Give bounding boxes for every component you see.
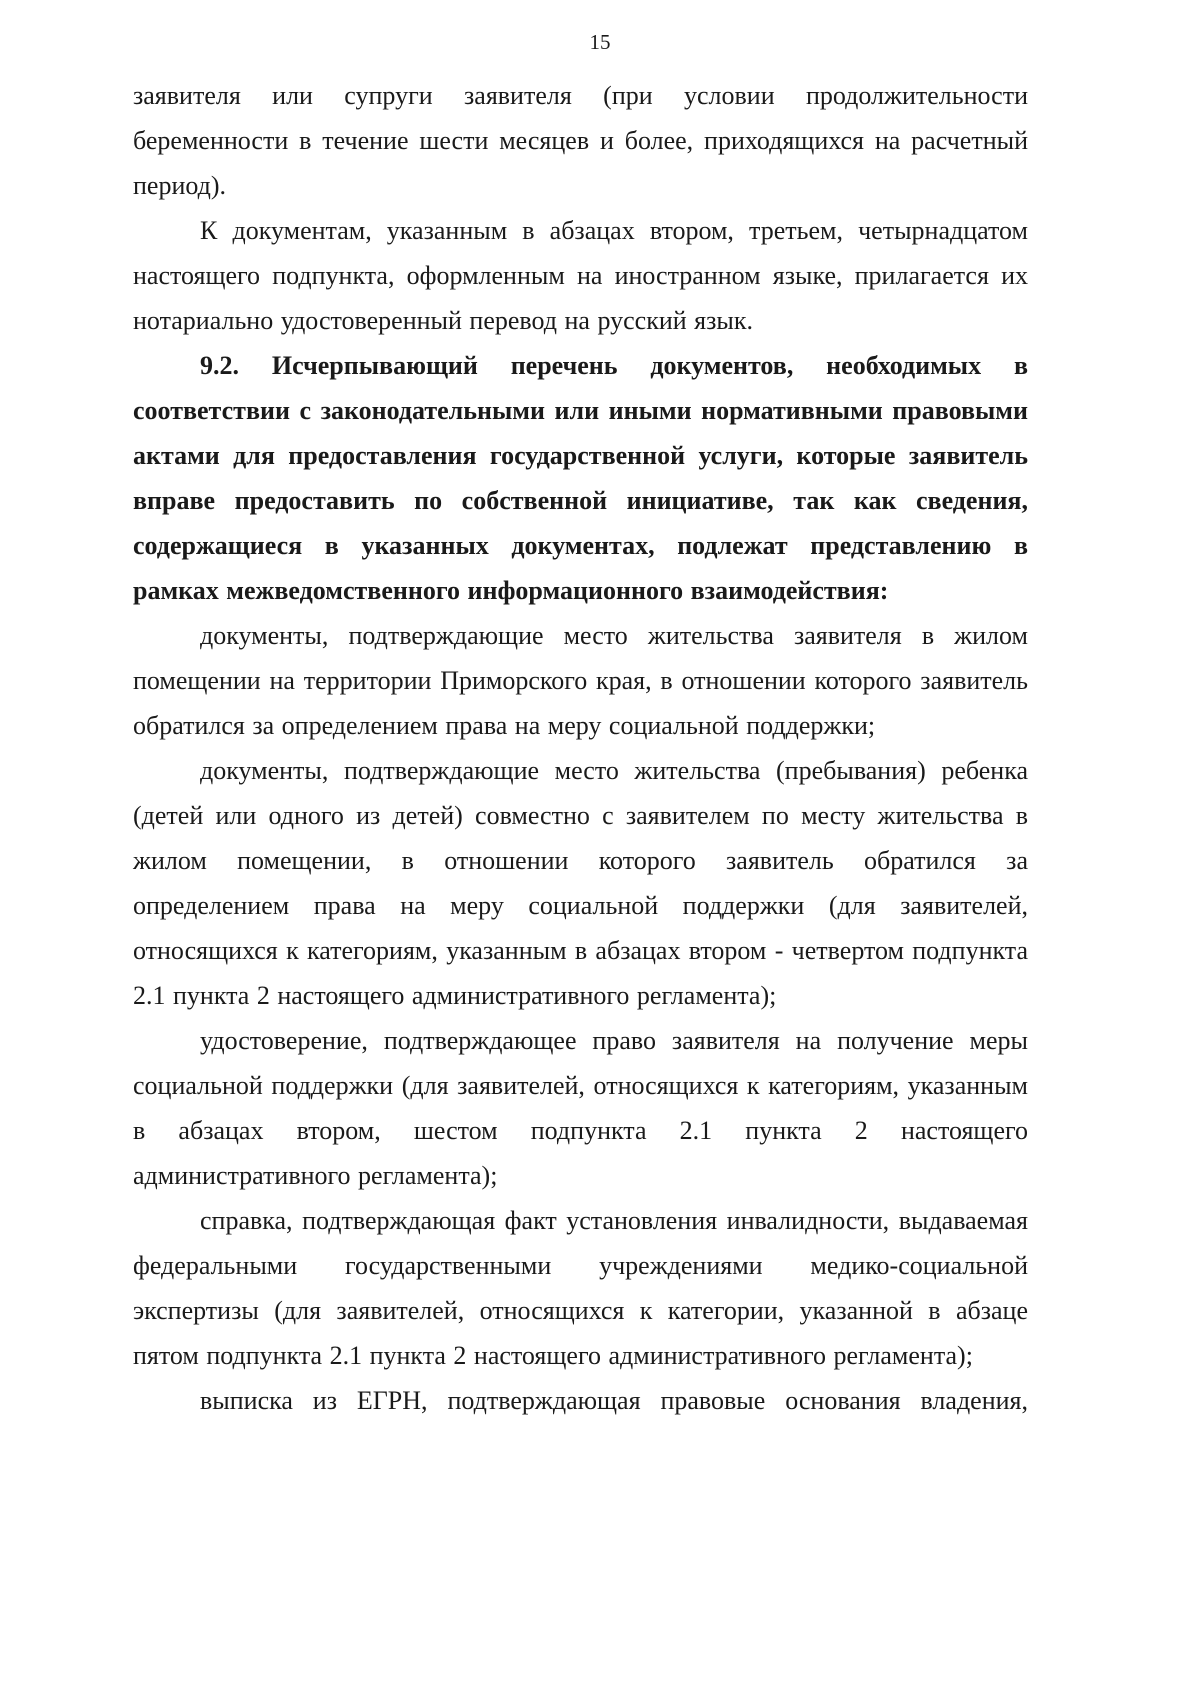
list-item-disability-certificate: справка, подтверждающая факт установления инвалидности, выдаваемая федеральными государственными учреждениями медико-социальной экспертизы (для заявителей, относящихся к категории, указанной в абзаце пятом подпункта 2.1 пункта 2 настоящего административного регламента);	[133, 1206, 1028, 1370]
list-item-residence-docs: документы, подтверждающие место жительства заявителя в жилом помещении на территории Приморского края, в отношении которого заявитель обратился за определением права на меру социальной поддержки;	[133, 621, 1028, 740]
document-body	[133, 73, 1028, 1423]
list-item-child-residence-docs: документы, подтверждающие место жительства (пребывания) ребенка (детей или одного из детей) совместно с заявителем по месту жительства в жилом помещении, в отношении которого заявитель обратился за определением права на меру социальной поддержки (для заявителей, относящихся к категориям, указанным в абзацах втором - четвертом подпункта 2.1 пункта 2 настоящего административного регламента);	[133, 756, 1028, 1010]
list-item-egrn-extract: выписка из ЕГРН, подтверждающая правовые основания владения,	[200, 1386, 1028, 1415]
page-number: 15	[589, 30, 611, 54]
paragraph-translation-note: К документам, указанным в абзацах втором, третьем, четырнадцатом настоящего подпункта, оформленным на иностранном языке, прилагается их нотариально удостоверенный перевод на русский язык.	[133, 216, 1028, 335]
list-item-certificate: удостоверение, подтверждающее право заявителя на получение меры социальной поддержки (для заявителей, относящихся к категориям, указанным в абзацах втором, шестом подпункта 2.1 пункта 2 настоящего административного регламента);	[133, 1026, 1028, 1190]
paragraph-continuation: заявителя или супруги заявителя (при условии продолжительности беременности в течение шести месяцев и более, приходящихся на расчетный период).	[133, 81, 1028, 200]
section-heading-9-2: 9.2. Исчерпывающий перечень документов, необходимых в соответствии с законодательными или иными нормативными правовыми актами для предоставления государственной услуги, которые заявитель вправе предоставить по собственной инициативе, так как сведения, содержащиеся в указанных документах, подлежат представлению в рамках межведомственного информационного взаимодействия:	[133, 351, 1028, 605]
